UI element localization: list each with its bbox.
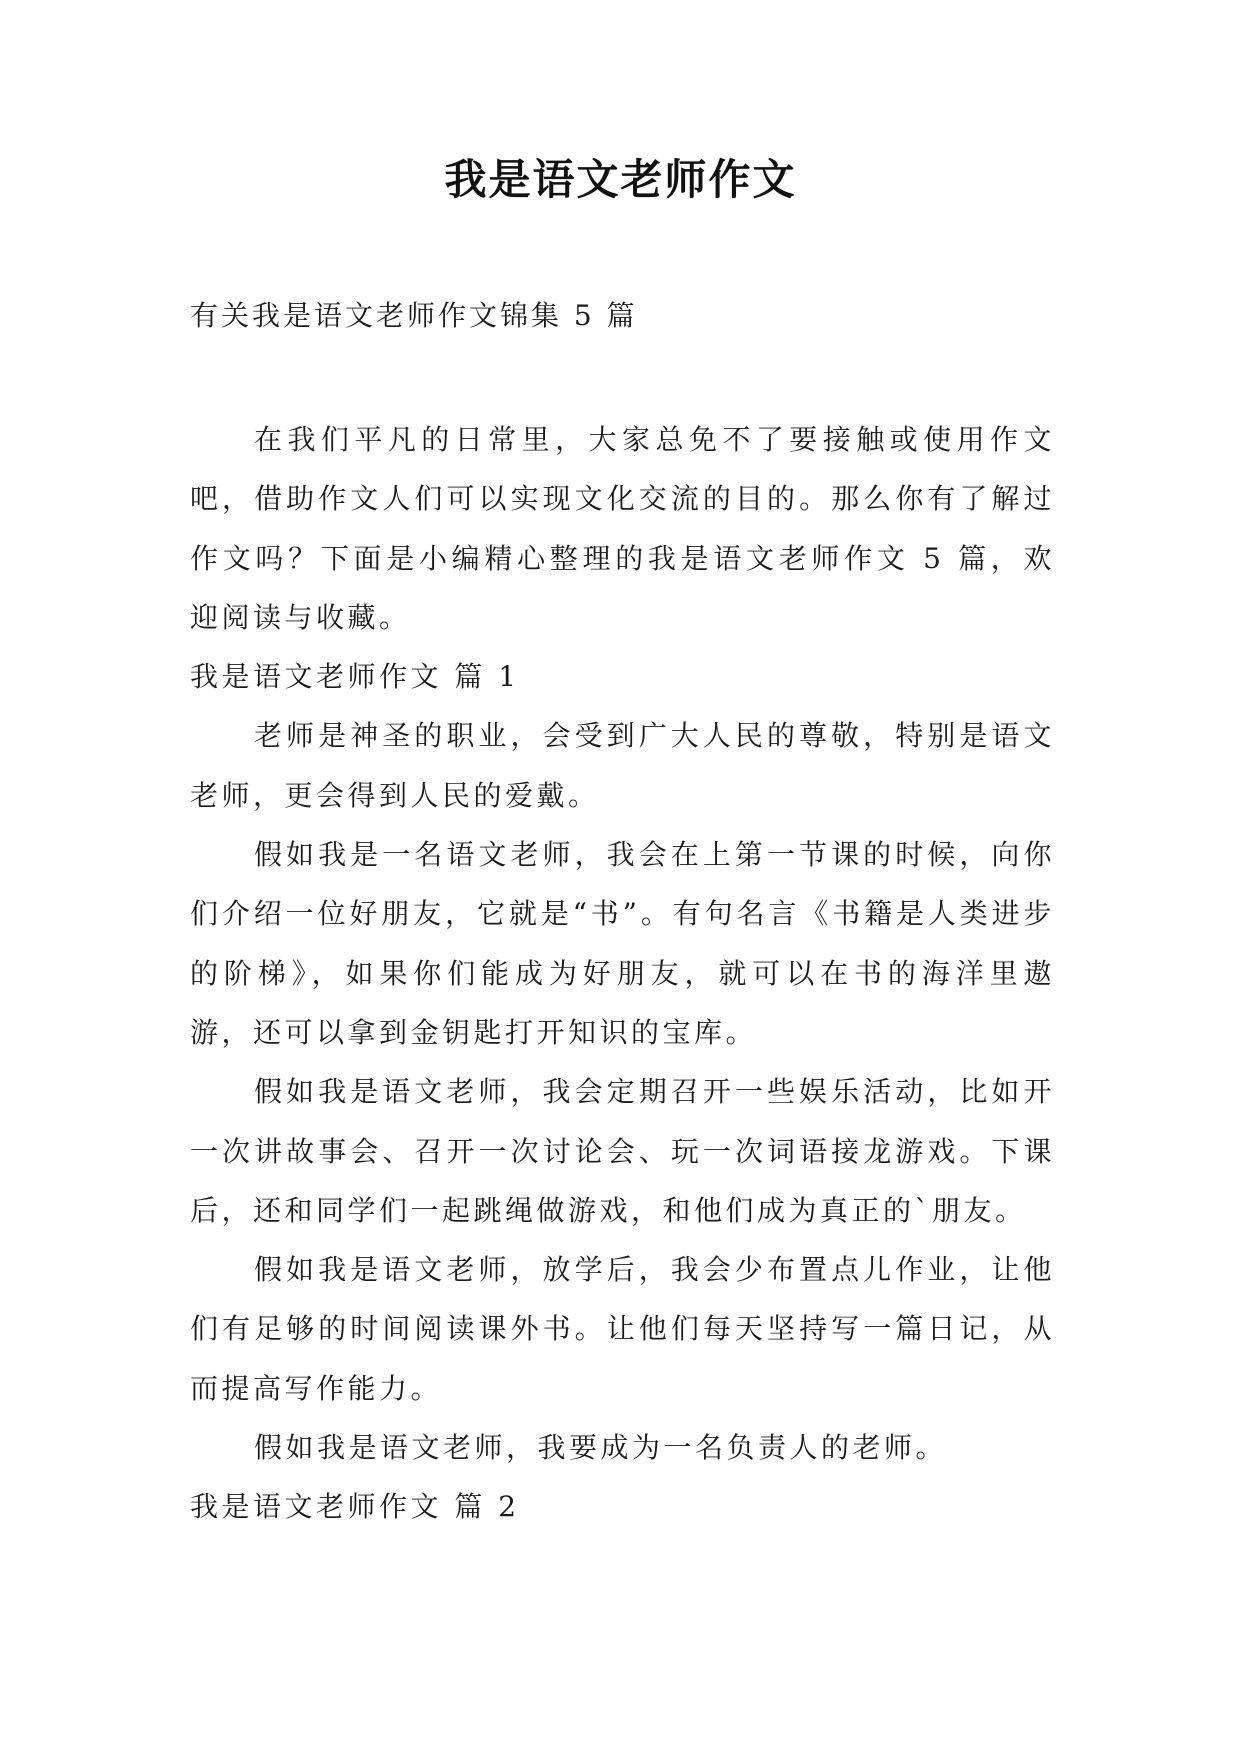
section-heading: 我是语文老师作文 篇 1 — [190, 660, 520, 694]
document-title: 我是语文老师作文 — [444, 155, 797, 204]
intro-paragraph: 在我们平凡的日常里，大家总免不了要接触或使用作文吧，借助作文人们可以实现文化交流的目的。那么你有了解过作文吗？下面是小编精心整理的我是语文老师作文 5 篇，欢迎阅读与收藏。 — [190, 423, 1055, 634]
body-paragraph: 假如我是一名语文老师，我会在上第一节课的时候，向你们介绍一位好朋友，它就是“书”。有句名言《书籍是人类进步的阶梯》，如果你们能成为好朋友，就可以在书的海洋里遨游，还可以拿到金钥匙打开知识的宝库。 — [190, 838, 1055, 1049]
document-body — [190, 410, 1055, 1537]
section-heading: 我是语文老师作文 篇 2 — [190, 1490, 520, 1524]
document-subtitle: 有关我是语文老师作文锦集 5 篇 — [190, 299, 638, 332]
body-paragraph: 假如我是语文老师，我会定期召开一些娱乐活动，比如开一次讲故事会、召开一次讨论会、玩一次词语接龙游戏。下课后，还和同学们一起跳绳做游戏，和他们成为真正的`朋友。 — [190, 1075, 1055, 1227]
body-paragraph: 假如我是语文老师，我要成为一名负责人的老师。 — [254, 1431, 948, 1465]
body-paragraph: 假如我是语文老师，放学后，我会少布置点儿作业，让他们有足够的时间阅读课外书。让他们每天坚持写一篇日记，从而提高写作能力。 — [190, 1253, 1055, 1405]
body-paragraph: 老师是神圣的职业，会受到广大人民的尊敬，特别是语文老师，更会得到人民的爱戴。 — [190, 719, 1055, 812]
